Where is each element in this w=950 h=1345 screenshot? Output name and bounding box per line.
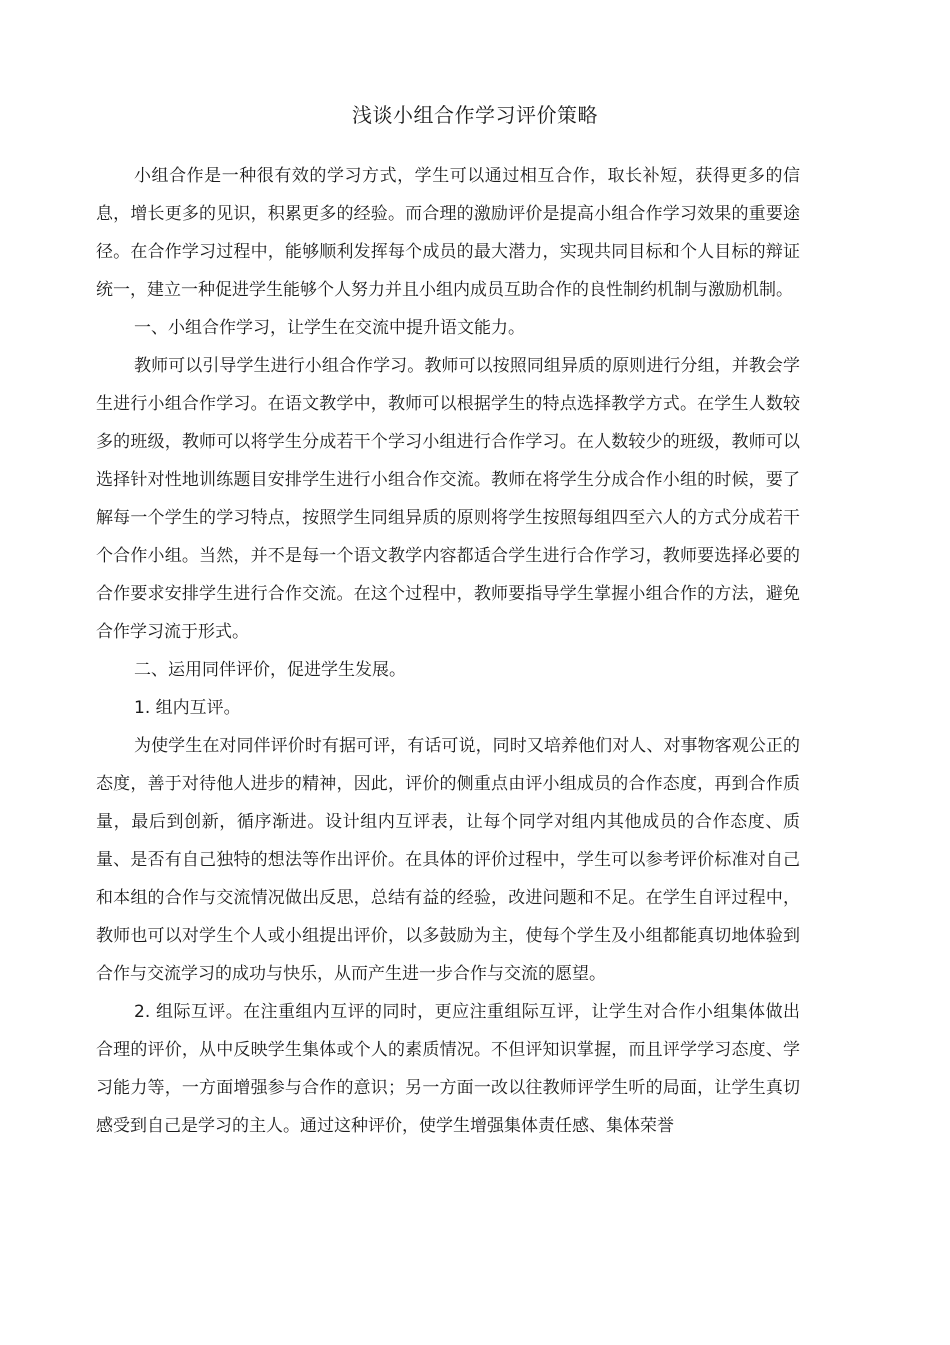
section-heading-1: 一、小组合作学习，让学生在交流中提升语文能力。 bbox=[134, 318, 525, 338]
paragraph-subsection-1: 为使学生在对同伴评价时有据可评，有话可说，同时又培养他们对人、对事物客观公正的态度，善于对待他人进步的精神，因此，评价的侧重点由评小组成员的合作态度，再到合作质量，最后到创新，循序渐进。设计组内互评表，让每个同学对组内其他成员的合作态度、质量、是否有自己独特的想法等作出评价。在具体的评价过程中，学生可以参考评价标准对自己和本组的合作与交流情况做出反思，总结有益的经验，改进问题和不足。在学生自评过程中，教师也可以对学生个人或小组提出评价，以多鼓励为主，使每个学生及小组都能真切地体验到合作与交流学习的成功与快乐，从而产生进一步合作与交流的愿望。 bbox=[96, 736, 800, 984]
paragraph-intro: 小组合作是一种很有效的学习方式，学生可以通过相互合作，取长补短，获得更多的信息，增长更多的见识，积累更多的经验。而合理的激励评价是提高小组合作学习效果的重要途径。在合作学习过程中，能够顺利发挥每个成员的最大潜力，实现共同目标和个人目标的辩证统一，建立一种促进学生能够个人努力并且小组内成员互助合作的良性制约机制与激励机制。 bbox=[96, 166, 800, 300]
paragraph-subsection-2: 2. 组际互评。在注重组内互评的同时，更应注重组际互评，让学生对合作小组集体做出合理的评价，从中反映学生集体或个人的素质情况。不但评知识掌握，而且评学学习态度、学习能力等，一方面增强参与合作的意识；另一方面一改以往教师评学生听的局面，让学生真切感受到自己是学习的主人。通过这种评价，使学生增强集体责任感、集体荣誉 bbox=[96, 1002, 800, 1136]
section-heading-2: 二、运用同伴评价，促进学生发展。 bbox=[134, 660, 406, 680]
subheading-1: 1. 组内互评。 bbox=[134, 698, 241, 718]
document-title: 浅谈小组合作学习评价策略 bbox=[352, 103, 598, 127]
paragraph-section-1: 教师可以引导学生进行小组合作学习。教师可以按照同组异质的原则进行分组，并教会学生进行小组合作学习。在语文教学中，教师可以根据学生的特点选择教学方式。在学生人数较多的班级，教师可以将学生分成若干个学习小组进行合作学习。在人数较少的班级，教师可以选择针对性地训练题目安排学生进行小组合作交流。教师在将学生分成合作小组的时候，要了解每一个学生的学习特点，按照学生同组异质的原则将学生按照每组四至六人的方式分成若干个合作小组。当然，并不是每一个语文教学内容都适合学生进行合作学习，教师要选择必要的合作要求安排学生进行合作交流。在这个过程中，教师要指导学生掌握小组合作的方法，避免合作学习流于形式。 bbox=[96, 356, 800, 642]
document-body bbox=[96, 157, 800, 1145]
